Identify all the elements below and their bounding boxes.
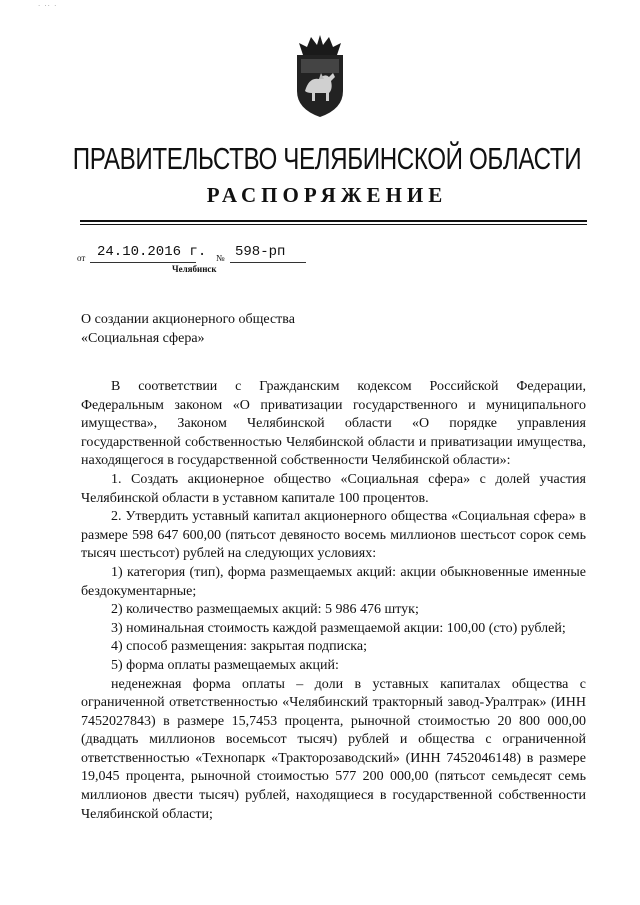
- intro-paragraph: В соответствии с Гражданским кодексом Российской Федерации, Федеральным законом «О приватизации государственного и муниципального имущества», Законом Челябинской области «О порядке управления государственной собственностью Челябинской области и приватизации имущества, находящегося в государственной собственности Челябинской области»:: [81, 379, 586, 469]
- government-title: ПРАВИТЕЛЬСТВО ЧЕЛЯБИНСКОЙ ОБЛАСТИ: [72, 141, 582, 176]
- number-underline: [230, 262, 306, 263]
- document-body: [81, 378, 586, 824]
- subitem-1: 1) категория (тип), форма размещаемых акций: акции обыкновенные именные бездокументарные;: [81, 564, 586, 599]
- subitem-4: 4) способ размещения: закрытая подписка;: [111, 639, 367, 655]
- number-label: №: [216, 253, 225, 263]
- document-type: РАСПОРЯЖЕНИЕ: [206, 183, 448, 207]
- document-subject: [81, 310, 295, 348]
- subitem-2: 2) количество размещаемых акций: 5 986 476 штук;: [111, 602, 419, 618]
- subject-line-2: «Социальная сфера»: [81, 331, 205, 346]
- subject-line-1: О создании акционерного общества: [81, 312, 295, 327]
- header-rule-thin: [80, 224, 587, 225]
- date-label: от: [77, 253, 86, 263]
- document-date: 24.10.2016 г.: [97, 244, 207, 260]
- document-number: 598-рп: [235, 244, 286, 260]
- header-rule-thick: [80, 220, 587, 222]
- item-2: 2. Утвердить уставный капитал акционерного общества «Социальная сфера» в размере 598 647 600,00 (пятьсот девяносто восемь миллионов шестьсот сорок семь тысяч шестьсот) рублей на следующих условиях:: [81, 509, 586, 562]
- city: Челябинск: [172, 264, 217, 274]
- date-underline: [90, 262, 196, 263]
- item-1: 1. Создать акционерное общество «Социальная сфера» с долей участия Челябинской области в уставном капитале 100 процентов.: [81, 471, 586, 506]
- scan-artifact: · ·· ·: [38, 2, 58, 10]
- coat-of-arms-emblem: [289, 33, 351, 119]
- subitem-3: 3) номинальная стоимость каждой размещаемой акции: 100,00 (сто) рублей;: [111, 620, 566, 636]
- payment-paragraph: неденежная форма оплаты – доли в уставных капиталах общества с ограниченной ответственностью «Челябинский тракторный завод-Уралтрак» (ИНН 7452027843) в размере 15,7453 процента, рыночной стоимостью 20 800 000,00 (двадцать миллионов восемьсот тысяч) рублей и общества с ограниченной ответственностью «Технопарк «Тракторозаводский» (ИНН 7452046148) в размере 19,045 процента, рыночной стоимостью 577 200 000,00 (пятьсот семьдесят семь миллионов двести тысяч) рублей, находящиеся в государственной собственности Челябинской области;: [81, 676, 586, 822]
- subitem-5: 5) форма оплаты размещаемых акций:: [111, 657, 339, 673]
